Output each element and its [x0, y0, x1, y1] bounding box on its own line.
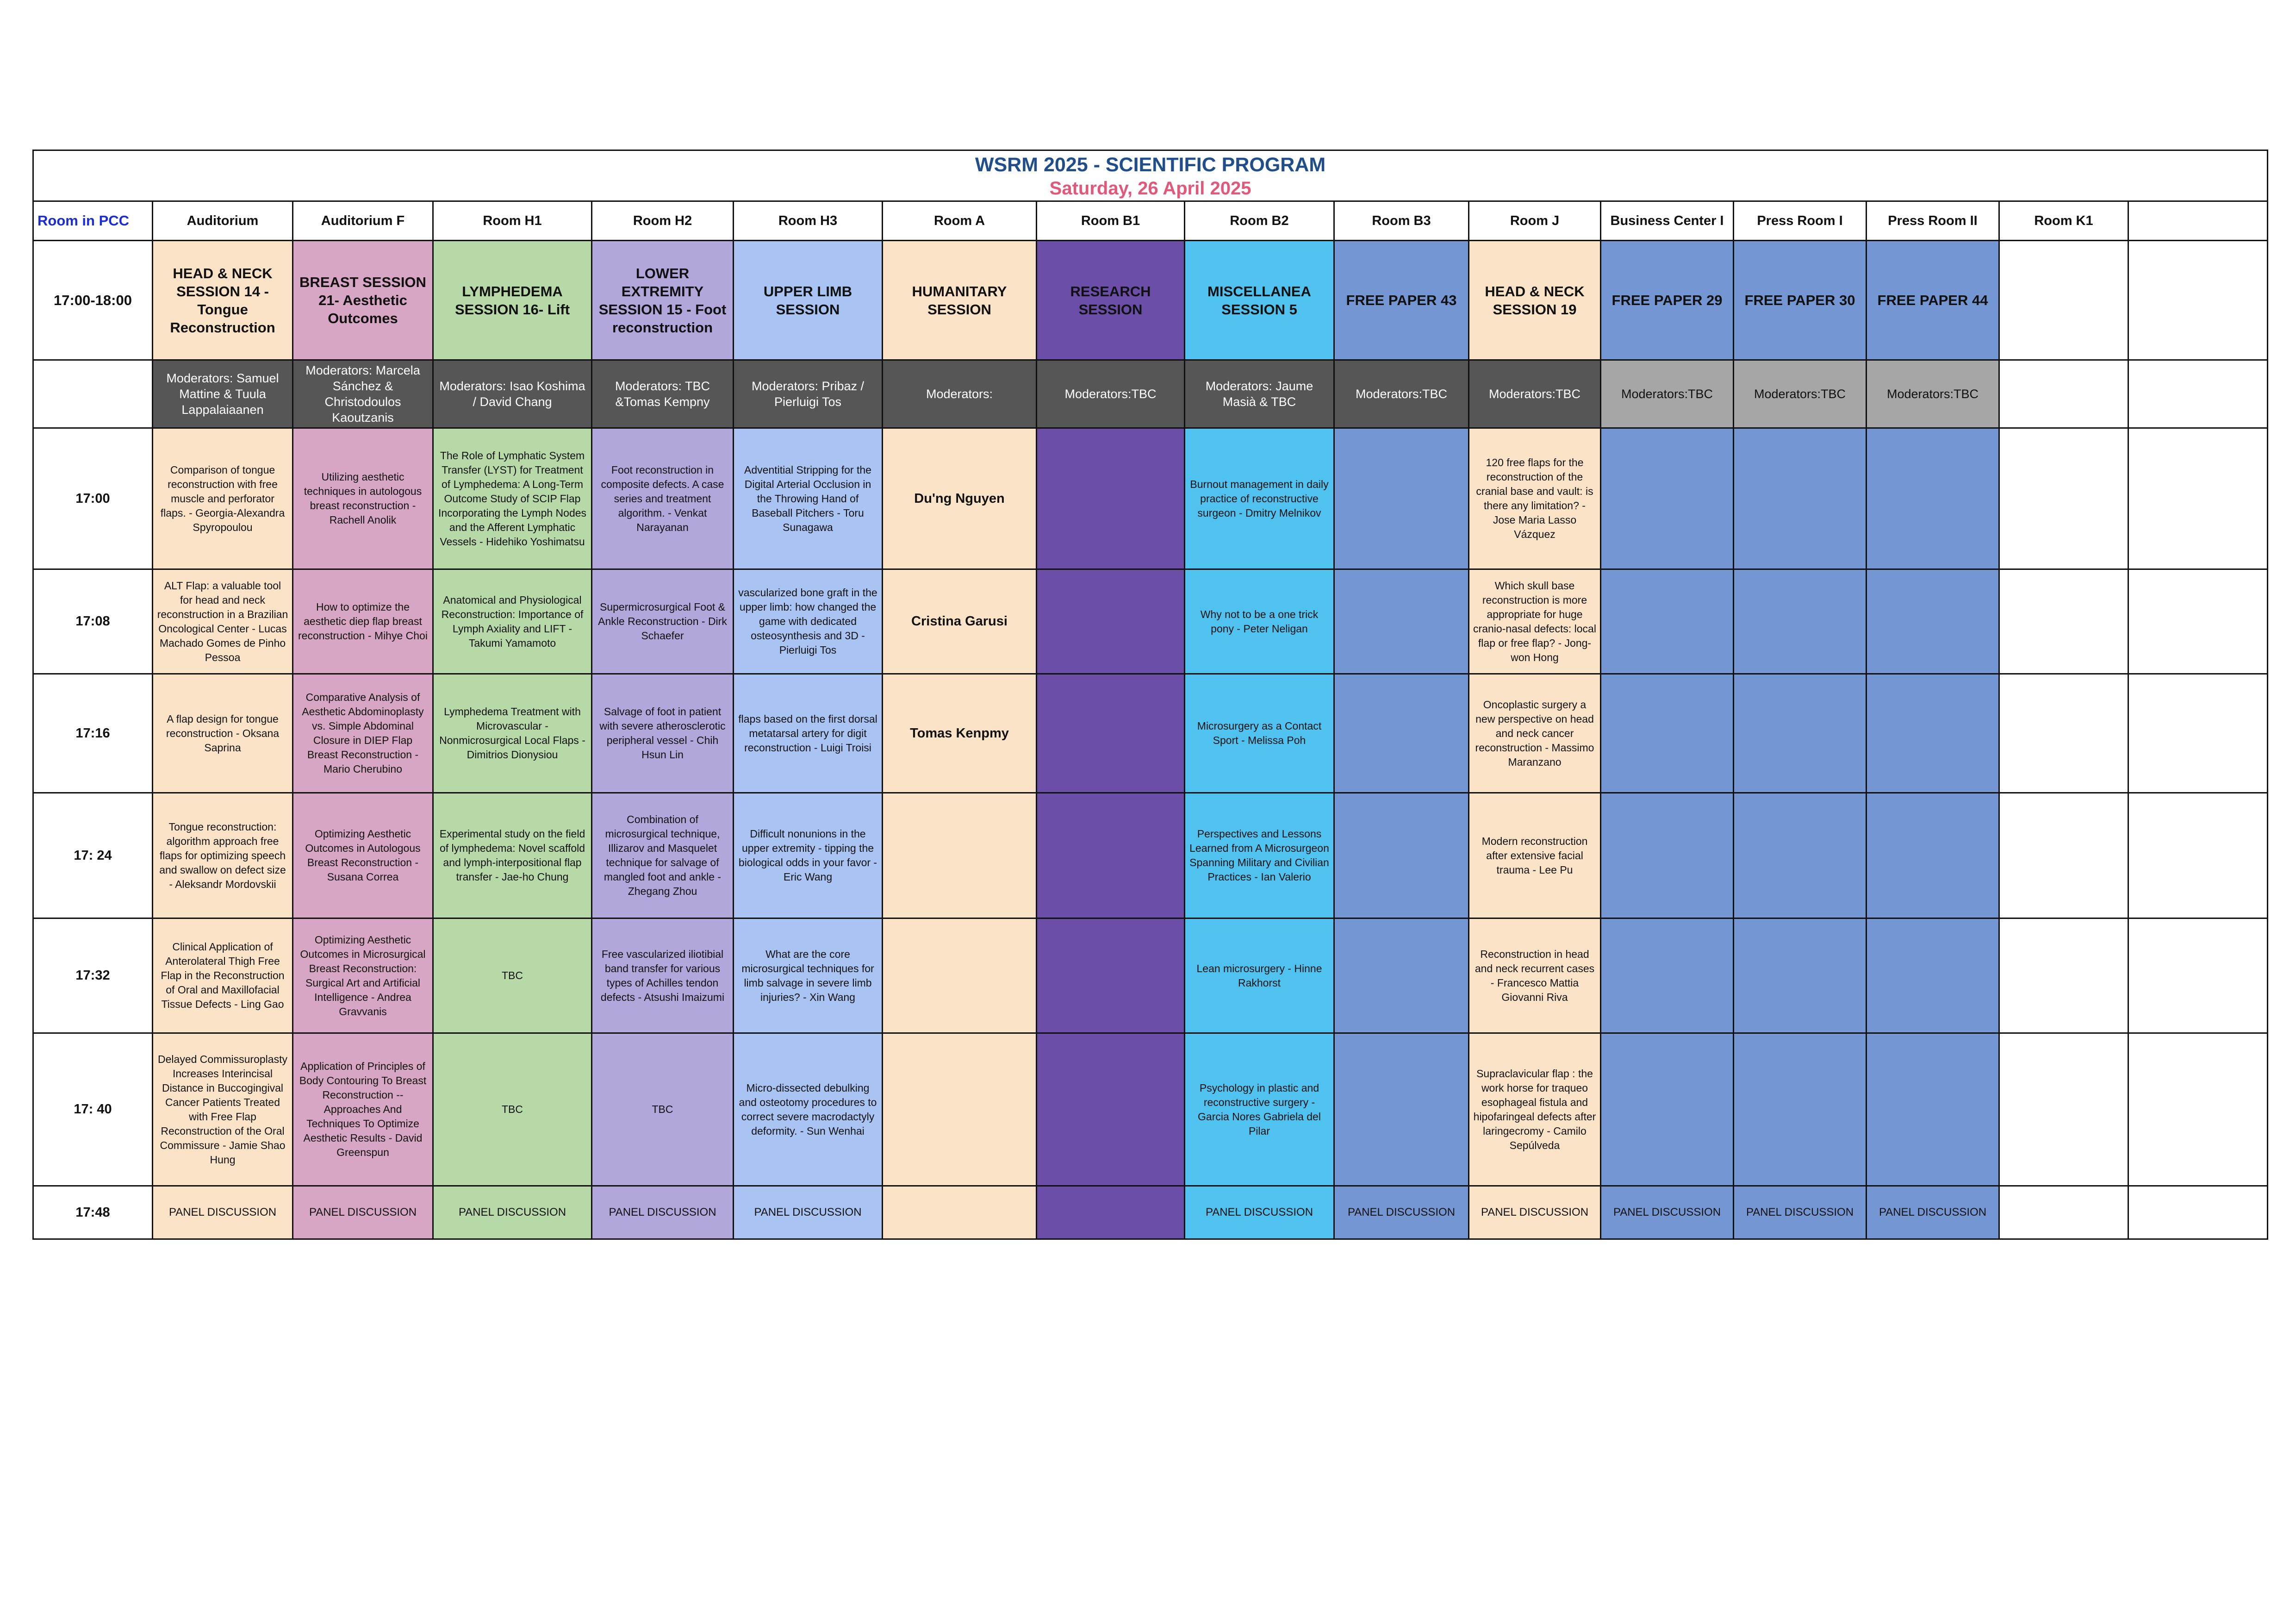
panel-time: 17:48	[33, 1186, 153, 1239]
talk-cell	[1867, 1033, 1999, 1186]
empty-cell	[2128, 1186, 2268, 1239]
talk-cell: Comparative Analysis of Aesthetic Abdominoplasty vs. Simple Abdominal Closure in DIEP Flap Breast Reconstruction - Mario Cherubino	[293, 674, 433, 793]
panel-cell: PANEL DISCUSSION	[153, 1186, 293, 1239]
empty-cell	[2128, 201, 2268, 241]
talk-cell: Free vascularized iliotibial band transfer for various types of Achilles tendon defects - Atsushi Imaizumi	[592, 918, 734, 1033]
session-chair	[883, 1033, 1037, 1186]
moderators: Moderators:	[883, 360, 1037, 428]
session-title: RESEARCH SESSION	[1037, 241, 1185, 360]
talk-cell: Supraclavicular flap : the work horse for traqueo esophageal fistula and hipofaringeal defects after laringecromy - Camilo Sepúlveda	[1469, 1033, 1601, 1186]
session-title: FREE PAPER 30	[1734, 241, 1867, 360]
session-title: FREE PAPER 29	[1601, 241, 1734, 360]
talk-cell	[1867, 428, 1999, 569]
talk-cell: Optimizing Aesthetic Outcomes in Autologous Breast Reconstruction - Susana Correa	[293, 793, 433, 918]
room-header: Business Center I	[1601, 201, 1734, 241]
talk-cell: Supermicrosurgical Foot & Ankle Reconstruction - Dirk Schaefer	[592, 569, 734, 674]
talk-time: 17: 40	[33, 1033, 153, 1186]
talk-cell: Salvage of foot in patient with severe atherosclerotic peripheral vessel - Chih Hsun Lin	[592, 674, 734, 793]
room-header: Room J	[1469, 201, 1601, 241]
session-chair: Tomas Kenpmy	[883, 674, 1037, 793]
room-header-row	[33, 201, 2268, 241]
talk-cell: TBC	[433, 918, 592, 1033]
moderators: Moderators:TBC	[1037, 360, 1185, 428]
talk-cell	[1601, 569, 1734, 674]
empty-cell	[2128, 918, 2268, 1033]
empty-cell	[2128, 360, 2268, 428]
moderator-row	[33, 360, 2268, 428]
panel-row	[33, 1186, 2268, 1239]
session-title: FREE PAPER 44	[1867, 241, 1999, 360]
session-row	[33, 241, 2268, 360]
talk-cell	[1601, 918, 1734, 1033]
moderators: Moderators:TBC	[1601, 360, 1734, 428]
talk-cell: Micro-dissected debulking and osteotomy procedures to correct severe macrodactyly deformity. - Sun Wenhai	[734, 1033, 883, 1186]
moderators: Moderators:TBC	[1334, 360, 1469, 428]
talk-cell	[1734, 918, 1867, 1033]
panel-cell: PANEL DISCUSSION	[1867, 1186, 1999, 1239]
session-title: MISCELLANEA SESSION 5	[1185, 241, 1334, 360]
talk-cell	[1037, 918, 1185, 1033]
empty-cell	[1999, 918, 2128, 1033]
talk-cell: Foot reconstruction in composite defects. A case series and treatment algorithm. - Venkat Narayanan	[592, 428, 734, 569]
room-header: Room H3	[734, 201, 883, 241]
room-header: Room B3	[1334, 201, 1469, 241]
session-title: FREE PAPER 43	[1334, 241, 1469, 360]
talks-body	[33, 428, 2268, 1239]
talk-time: 17:00	[33, 428, 153, 569]
talk-cell: vascularized bone graft in the upper limb: how changed the game with dedicated osteosynthesis and 3D - Pierluigi Tos	[734, 569, 883, 674]
talk-row	[33, 793, 2268, 918]
talk-row	[33, 569, 2268, 674]
talk-cell	[1867, 569, 1999, 674]
talk-cell	[1037, 428, 1185, 569]
empty-cell	[2128, 674, 2268, 793]
talk-cell: The Role of Lymphatic System Transfer (LYST) for Treatment of Lymphedema: A Long-Term Outcome Study of SCIP Flap Incorporating the Lymph Nodes and the Afferent Lymphatic Vessels - Hidehiko Yoshimatsu	[433, 428, 592, 569]
empty-cell	[1999, 793, 2128, 918]
moderators: Moderators:TBC	[1469, 360, 1601, 428]
talk-cell: Utilizing aesthetic techniques in autologous breast reconstruction - Rachell Anolik	[293, 428, 433, 569]
room-label: Room in PCC	[33, 201, 153, 241]
panel-cell: PANEL DISCUSSION	[734, 1186, 883, 1239]
moderators: Moderators: Pribaz / Pierluigi Tos	[734, 360, 883, 428]
talk-cell	[1037, 674, 1185, 793]
empty-cell	[2128, 1033, 2268, 1186]
room-header: Auditorium F	[293, 201, 433, 241]
talk-cell: 120 free flaps for the reconstruction of the cranial base and vault: is there any limitation? - Jose Maria Lasso Vázquez	[1469, 428, 1601, 569]
panel-cell: PANEL DISCUSSION	[1601, 1186, 1734, 1239]
session-title: UPPER LIMB SESSION	[734, 241, 883, 360]
talk-row	[33, 674, 2268, 793]
talk-cell: Experimental study on the field of lymphedema: Novel scaffold and lymph-interpositional flap transfer - Jae-ho Chung	[433, 793, 592, 918]
session-title: HEAD & NECK SESSION 19	[1469, 241, 1601, 360]
session-title: BREAST SESSION 21- Aesthetic Outcomes	[293, 241, 433, 360]
panel-cell: PANEL DISCUSSION	[592, 1186, 734, 1239]
talk-cell: Anatomical and Physiological Reconstruction: Importance of Lymph Axiality and LIFT - Takumi Yamamoto	[433, 569, 592, 674]
room-header: Auditorium	[153, 201, 293, 241]
empty-cell	[1999, 428, 2128, 569]
empty-cell	[1999, 674, 2128, 793]
talk-cell: Optimizing Aesthetic Outcomes in Microsurgical Breast Reconstruction: Surgical Art and Artificial Intelligence - Andrea Gravvanis	[293, 918, 433, 1033]
talk-cell: What are the core microsurgical techniques for limb salvage in severe limb injuries? - Xin Wang	[734, 918, 883, 1033]
talk-cell: Microsurgery as a Contact Sport - Melissa Poh	[1185, 674, 1334, 793]
talk-cell	[1037, 793, 1185, 918]
talk-cell: Adventitial Stripping for the Digital Arterial Occlusion in the Throwing Hand of Baseball Pitchers - Toru Sunagawa	[734, 428, 883, 569]
empty-cell	[1999, 1186, 2128, 1239]
session-title: LYMPHEDEMA SESSION 16- Lift	[433, 241, 592, 360]
empty-cell	[1999, 1033, 2128, 1186]
talk-cell	[1037, 569, 1185, 674]
talk-cell: Psychology in plastic and reconstructive surgery - Garcia Nores Gabriela del Pilar	[1185, 1033, 1334, 1186]
empty-cell	[2128, 241, 2268, 360]
empty-cell	[2128, 569, 2268, 674]
talk-cell: Oncoplastic surgery a new perspective on head and neck cancer reconstruction - Massimo Maranzano	[1469, 674, 1601, 793]
session-title: HEAD & NECK SESSION 14 - Tongue Reconstruction	[153, 241, 293, 360]
room-header: Room A	[883, 201, 1037, 241]
talk-cell: Burnout management in daily practice of reconstructive surgeon - Dmitry Melnikov	[1185, 428, 1334, 569]
talk-cell: Which skull base reconstruction is more appropriate for huge cranio-nasal defects: local flap or free flap? - Jong-won Hong	[1469, 569, 1601, 674]
talk-time: 17: 24	[33, 793, 153, 918]
talk-cell: Combination of microsurgical technique, Illizarov and Masquelet technique for salvage of mangled foot and ankle - Zhegang Zhou	[592, 793, 734, 918]
moderators: Moderators: TBC &Tomas Kempny	[592, 360, 734, 428]
talk-cell: Comparison of tongue reconstruction with free muscle and perforator flaps. - Georgia-Alexandra Spyropoulou	[153, 428, 293, 569]
talk-cell	[1867, 674, 1999, 793]
talk-cell: Tongue reconstruction: algorithm approach free flaps for optimizing speech and swallow on defect size - Aleksandr Mordovskii	[153, 793, 293, 918]
empty-cell	[1999, 241, 2128, 360]
talk-cell	[1334, 428, 1469, 569]
panel-cell: PANEL DISCUSSION	[1334, 1186, 1469, 1239]
program-header	[33, 150, 2268, 201]
program-table	[32, 150, 2268, 1240]
talk-cell	[1867, 918, 1999, 1033]
talk-cell	[1734, 1033, 1867, 1186]
talk-cell	[1734, 569, 1867, 674]
room-header: Room K1	[1999, 201, 2128, 241]
talk-cell: How to optimize the aesthetic diep flap breast reconstruction - Mihye Choi	[293, 569, 433, 674]
talk-cell	[1334, 674, 1469, 793]
talk-cell: Delayed Commissuroplasty Increases Interincisal Distance in Buccogingival Cancer Patients Treated with Free Flap Reconstruction of the Oral Commissure - Jamie Shao Hung	[153, 1033, 293, 1186]
session-title: LOWER EXTREMITY SESSION 15 - Foot reconstruction	[592, 241, 734, 360]
talk-cell: Lymphedema Treatment with Microvascular - Nonmicrosurgical Local Flaps - Dimitrios Dionysiou	[433, 674, 592, 793]
talk-time: 17:16	[33, 674, 153, 793]
empty-cell	[2128, 793, 2268, 918]
panel-cell	[1037, 1186, 1185, 1239]
talk-cell: Why not to be a one trick pony - Peter Neligan	[1185, 569, 1334, 674]
talk-cell: TBC	[433, 1033, 592, 1186]
talk-cell: Application of Principles of Body Contouring To Breast Reconstruction -- Approaches And Techniques To Optimize Aesthetic Results - David Greenspun	[293, 1033, 433, 1186]
talk-cell	[1334, 918, 1469, 1033]
moderators: Moderators: Isao Koshima / David Chang	[433, 360, 592, 428]
room-header: Room H2	[592, 201, 734, 241]
talk-cell: Clinical Application of Anterolateral Thigh Free Flap in the Reconstruction of Oral and Maxillofacial Tissue Defects - Ling Gao	[153, 918, 293, 1033]
session-chair	[883, 918, 1037, 1033]
talk-cell	[1601, 793, 1734, 918]
talk-cell	[1334, 1033, 1469, 1186]
room-header: Room H1	[433, 201, 592, 241]
talk-cell	[1334, 793, 1469, 918]
session-chair	[883, 793, 1037, 918]
talk-cell	[1734, 793, 1867, 918]
panel-cell: PANEL DISCUSSION	[293, 1186, 433, 1239]
talk-cell: Reconstruction in head and neck recurrent cases - Francesco Mattia Giovanni Riva	[1469, 918, 1601, 1033]
moderators: Moderators:TBC	[1734, 360, 1867, 428]
moderators: Moderators:TBC	[1867, 360, 1999, 428]
talk-time: 17:32	[33, 918, 153, 1033]
panel-cell: PANEL DISCUSSION	[1185, 1186, 1334, 1239]
room-header: Press Room II	[1867, 201, 1999, 241]
moderators: Moderators: Marcela Sánchez & Christodoulos Kaoutzanis	[293, 360, 433, 428]
empty-cell	[33, 360, 153, 428]
panel-cell: PANEL DISCUSSION	[433, 1186, 592, 1239]
talk-cell: Difficult nonunions in the upper extremity - tipping the biological odds in your favor - Eric Wang	[734, 793, 883, 918]
talk-cell: Lean microsurgery - Hinne Rakhorst	[1185, 918, 1334, 1033]
talk-row	[33, 428, 2268, 569]
empty-cell	[2128, 428, 2268, 569]
talk-cell	[1867, 793, 1999, 918]
talk-cell: ALT Flap: a valuable tool for head and neck reconstruction in a Brazilian Oncological Center - Lucas Machado Gomes de Pinho Pessoa	[153, 569, 293, 674]
panel-cell: PANEL DISCUSSION	[1469, 1186, 1601, 1239]
panel-cell	[883, 1186, 1037, 1239]
talk-cell	[1037, 1033, 1185, 1186]
program-title: WSRM 2025 - SCIENTIFIC PROGRAM	[975, 153, 1326, 176]
talk-time: 17:08	[33, 569, 153, 674]
talk-cell: flaps based on the first dorsal metatarsal artery for digit reconstruction - Luigi Troisi	[734, 674, 883, 793]
moderators: Moderators: Jaume Masià & TBC	[1185, 360, 1334, 428]
session-chair: Du'ng Nguyen	[883, 428, 1037, 569]
talk-cell	[1601, 1033, 1734, 1186]
empty-cell	[1999, 360, 2128, 428]
slot-time: 17:00-18:00	[33, 241, 153, 360]
room-header: Room B1	[1037, 201, 1185, 241]
talk-cell: Perspectives and Lessons Learned from A Microsurgeon Spanning Military and Civilian Practices - Ian Valerio	[1185, 793, 1334, 918]
talk-cell: A flap design for tongue reconstruction - Oksana Saprina	[153, 674, 293, 793]
session-title: HUMANITARY SESSION	[883, 241, 1037, 360]
talk-cell	[1334, 569, 1469, 674]
talk-cell	[1601, 674, 1734, 793]
talk-cell: Modern reconstruction after extensive facial trauma - Lee Pu	[1469, 793, 1601, 918]
session-chair: Cristina Garusi	[883, 569, 1037, 674]
moderators: Moderators: Samuel Mattine & Tuula Lappalaiaanen	[153, 360, 293, 428]
talk-cell: TBC	[592, 1033, 734, 1186]
talk-cell	[1734, 428, 1867, 569]
room-header: Press Room I	[1734, 201, 1867, 241]
empty-cell	[1999, 569, 2128, 674]
program-date: Saturday, 26 April 2025	[1049, 178, 1251, 199]
talk-row	[33, 918, 2268, 1033]
room-header: Room B2	[1185, 201, 1334, 241]
panel-cell: PANEL DISCUSSION	[1734, 1186, 1867, 1239]
talk-row	[33, 1033, 2268, 1186]
talk-cell	[1601, 428, 1734, 569]
talk-cell	[1734, 674, 1867, 793]
